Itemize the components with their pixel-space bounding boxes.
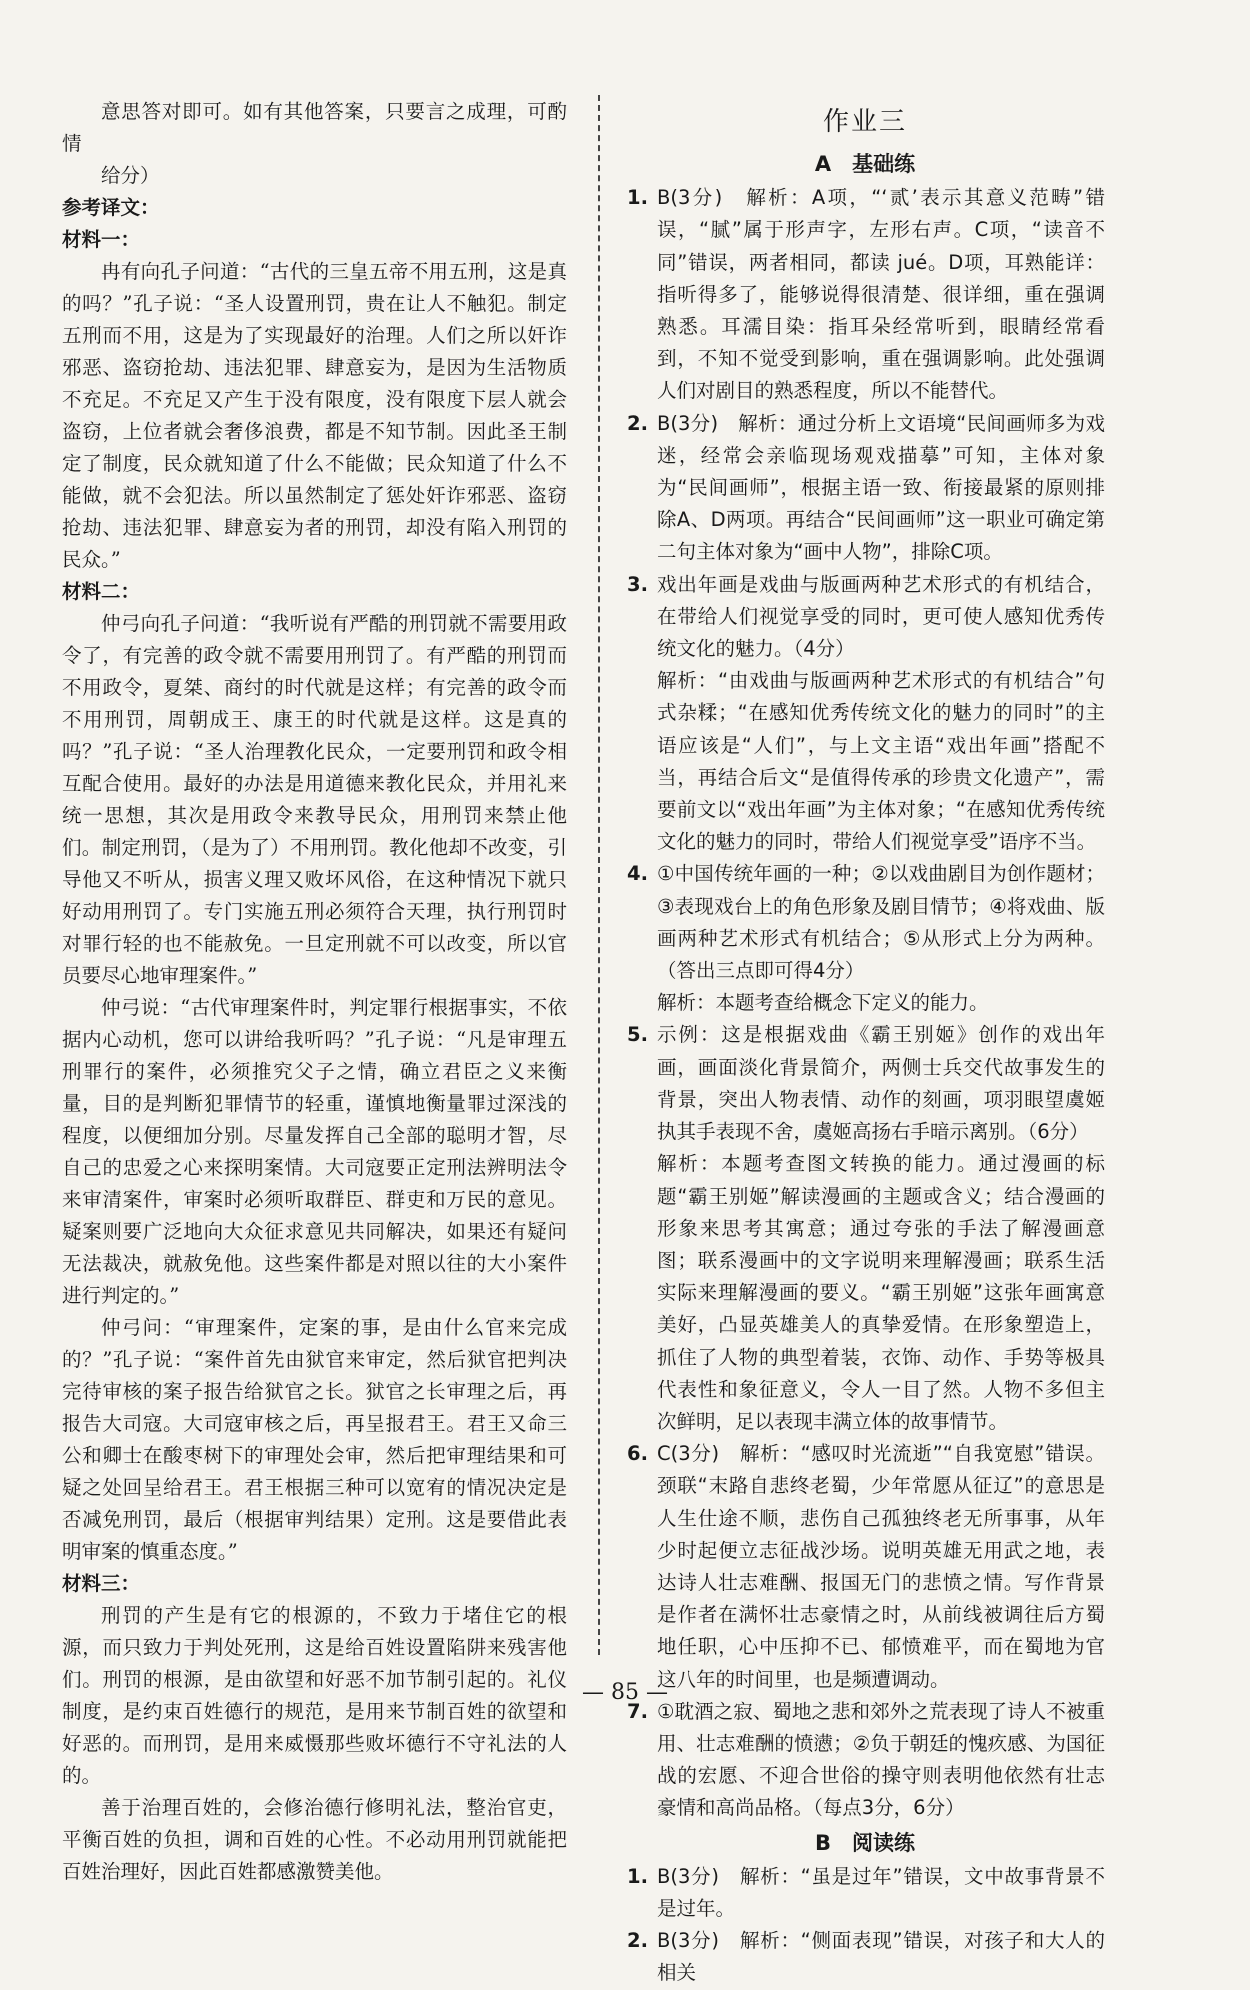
answer-item [625, 408, 1105, 569]
answer-text: 解析：“由戏曲与版画两种艺术形式的有机结合”句式杂糅；“在感知优秀传统文化的魅力的同时”的主语应该是“人们”，与上文主语“戏出年画”搭配不当，再结合后文“是值得传承的珍贵文化遗产”，需要前文以“戏出年画”为主体对象；“在感知优秀传统文化的魅力的同时，带给人们视觉享受”语序不当。 [657, 669, 1105, 854]
answer-text: B(3分) 解析：“侧面表现”错误，对孩子和大人的相关 [657, 1929, 1105, 1985]
answer-number: 2. [627, 411, 648, 435]
answer-item [625, 569, 1105, 666]
answer-item [625, 987, 1105, 1019]
homework-title: 作业三 [822, 107, 907, 137]
answer-item [625, 182, 1105, 407]
material-2-title: 材料二： [62, 580, 141, 603]
answer-text: B(3分) 解析：A项，“‘贰’表示其意义范畴”错误，“腻”属于形声字，左形右声。C项，“读音不同”错误，两者相同，都读 jué。D项，耳熟能详：指听得多了，能够说得很清楚、很详细，重在强调熟悉。耳濡目染：指耳朵经常听到，眼睛经常看到，不知不觉受到影响，重在强调影响。此处强调人们对剧目的熟悉程度，所以不能替代。 [657, 186, 1105, 403]
material-2-paragraph-3: 仲弓问：“审理案件，定案的事，是由什么官来完成的？”孔子说：“案件首先由狱官来审定，然后狱官把判决完待审核的案子报告给狱官之长。狱官之长审理之后，再报告大司寇。大司寇审核之后，再呈报君王。君王又命三公和卿士在酸枣树下的审理处会审，然后把审理结果和可疑之处回呈给君王。君王根据三种可以宽宥的情况决定是否减免刑罚，最后（根据审判结果）定刑。这是要借此表明审案的慎重态度。” [62, 1316, 567, 1563]
section-b-heading: B 阅读练 [814, 1830, 915, 1855]
answer-number: 5. [627, 1023, 648, 1047]
column-divider [598, 95, 600, 1655]
answer-text: ①耽酒之寂、蜀地之悲和郊外之荒表现了诗人不被重用、壮志难酬的愤懑；②负于朝廷的愧疚感、为国征战的宏愿、不迎合世俗的操守则表明他依然有壮志豪情和高尚品格。（每点3分，6分） [657, 1699, 1105, 1820]
answer-number: 7. [627, 1699, 648, 1723]
answer-number: 3. [627, 572, 648, 596]
answer-item [625, 1438, 1105, 1696]
section-b-items [625, 1861, 1105, 1990]
answer-number: 4. [627, 862, 648, 886]
right-column [625, 96, 1105, 1990]
answer-number: 6. [627, 1442, 648, 1466]
answer-item [625, 858, 1105, 987]
section-a-items [625, 182, 1105, 1824]
answer-item [625, 1148, 1105, 1438]
material-2-paragraph-2: 仲弓说：“古代审理案件时，判定罪行根据事实，不依据内心动机，您可以讲给我听吗？”孔子说：“凡是审理五刑罪行的案件，必须推究父子之情，确立君臣之义来衡量，目的是判断犯罪情节的轻重，谨慎地衡量罪过深浅的程度，以便细加分别。尽量发挥自己全部的聪明才智，尽自己的忠爱之心来探明案情。大司寇要正定刑法辨明法令来审清案件，审案时必须听取群臣、群吏和万民的意见。疑案则要广泛地向大众征求意见共同解决，如果还有疑问无法裁决，就赦免他。这些案件都是对照以往的大小案件进行判定的。” [62, 996, 567, 1307]
material-3-paragraph-2: 善于治理百姓的，会修治德行修明礼法，整治官吏，平衡百姓的负担，调和百姓的心性。不必动用刑罚就能把百姓治理好，因此百姓都感激赞美他。 [62, 1796, 567, 1883]
answer-text: B(3分) 解析：“虽是过年”错误，文中故事背景不是过年。 [657, 1864, 1105, 1920]
answer-text: 解析：本题考查图文转换的能力。通过漫画的标题“霸王别姬”解读漫画的主题或含义；结合漫画的形象来思考其寓意；通过夸张的手法了解漫画意图；联系漫画中的文字说明来理解漫画；联系生活实际来理解漫画的要义。“霸王别姬”这张年画寓意美好，凸显英雄美人的真挚爱情。在形象塑造上，抓住了人物的典型着装，衣饰、动作、手势等极具代表性和象征意义，令人一目了然。人物不多但主次鲜明，足以表现丰满立体的故事情节。 [657, 1152, 1105, 1433]
page-number: — 85 — [582, 1680, 668, 1705]
section-a-heading: A 基础练 [814, 152, 916, 176]
answer-item [625, 1861, 1105, 1925]
ref-title: 参考译文： [62, 196, 160, 219]
answer-text: 示例：这是根据戏曲《霸王别姬》创作的戏出年画，画面淡化背景简介，两侧士兵交代故事发生的背景，突出人物表情、动作的刻画，项羽眼望虞姬执其手表现不舍，虞姬高扬右手暗示离别。（6分） [657, 1023, 1105, 1144]
answer-number: 1. [627, 1864, 648, 1888]
answer-item [625, 665, 1105, 858]
answer-text: B(3分) 解析：通过分析上文语境“民间画师多为戏迷，经常会亲临现场观戏描摹”可知，主体对象为“民间画师”，根据主语一致、衔接最紧的原则排除A、D两项。再结合“民间画师”这一职业可确定第二句主体对象为“画中人物”，排除C项。 [657, 411, 1105, 564]
intro-line-1: 意思答对即可。如有其他答案，只要言之成理，可酌情 [62, 100, 567, 155]
answer-number: 1. [627, 186, 648, 210]
material-2-paragraph-1: 仲弓向孔子问道：“我听说有严酷的刑罚就不需要用政令了，有完善的政令就不需要用刑罚了。有严酷的刑罚而不用政令，夏桀、商纣的时代就是这样；有完善的政令而不用刑罚，周朝成王、康王的时代就是这样。这是真的吗？”孔子说：“圣人治理教化民众，一定要刑罚和政令相互配合使用。最好的办法是用道德来教化民众，并用礼来统一思想，其次是用政令来教导民众，用刑罚来禁止他们。制定刑罚，（是为了）不用刑罚。教化他却不改变，引导他又不听从，损害义理又败坏风俗，在这种情况下就只好动用刑罚了。专门实施五刑必须符合天理，执行刑罚时对罪行轻的也不能赦免。一旦定刑就不可以改变，所以官员要尽心地审理案件。” [62, 612, 567, 987]
answer-number: 2. [627, 1929, 648, 1953]
answer-item [625, 1696, 1105, 1825]
answer-text: C(3分) 解析：“感叹时光流逝”“自我宽慰”错误。颈联“末路自悲终老蜀，少年常愿从征辽”的意思是人生仕途不顺，悲伤自己孤独终老无所事事，从年少时起便立志征战沙场。说明英雄无用武之地，表达诗人壮志难酬、报国无门的悲愤之情。写作背景是作者在满怀壮志豪情之时，从前线被调往后方蜀地任职，心中压抑不已、郁愤难平，而在蜀地为官这八年的时间里，也是频遭调动。 [657, 1442, 1105, 1691]
material-3-title: 材料三： [62, 1572, 141, 1595]
left-column [62, 96, 567, 1888]
answer-text: 戏出年画是戏曲与版画两种艺术形式的有机结合，在带给人们视觉享受的同时，更可使人感知优秀传统文化的魅力。（4分） [657, 572, 1105, 661]
answer-item [625, 1019, 1105, 1148]
answer-item [625, 1925, 1105, 1989]
material-1-paragraph: 冉有向孔子问道：“古代的三皇五帝不用五刑，这是真的吗？”孔子说：“圣人设置刑罚，贵在让人不触犯。制定五刑而不用，这是为了实现最好的治理。人们之所以奸诈邪恶、盗窃抢劫、违法犯罪、肆意妄为，是因为生活物质不充足。不充足又产生于没有限度，没有限度下层人就会盗窃，上位者就会奢侈浪费，都是不知节制。因此圣王制定了制度，民众就知道了什么不能做；民众知道了什么不能做，就不会犯法。所以虽然制定了惩处奸诈邪恶、盗窃抢劫、违法犯罪、肆意妄为者的刑罚，却没有陷入刑罚的民众。” [62, 260, 567, 571]
material-1-title: 材料一： [62, 228, 141, 251]
material-3-paragraph-1: 刑罚的产生是有它的根源的，不致力于堵住它的根源，而只致力于判处死刑，这是给百姓设置陷阱来残害他们。刑罚的根源，是由欲望和好恶不加节制引起的。礼仪制度，是约束百姓德行的规范，是用来节制百姓的欲望和好恶的。而刑罚，是用来威慑那些败坏德行不守礼法的人的。 [62, 1604, 567, 1787]
intro-line-2: 给分） [101, 164, 160, 187]
answer-text: ①中国传统年画的一种；②以戏曲剧目为创作题材；③表现戏台上的角色形象及剧目情节；④将戏曲、版画两种艺术形式有机结合；⑤从形式上分为两种。（答出三点即可得4分） [657, 862, 1105, 983]
answer-text: 解析：本题考查给概念下定义的能力。 [657, 991, 989, 1015]
